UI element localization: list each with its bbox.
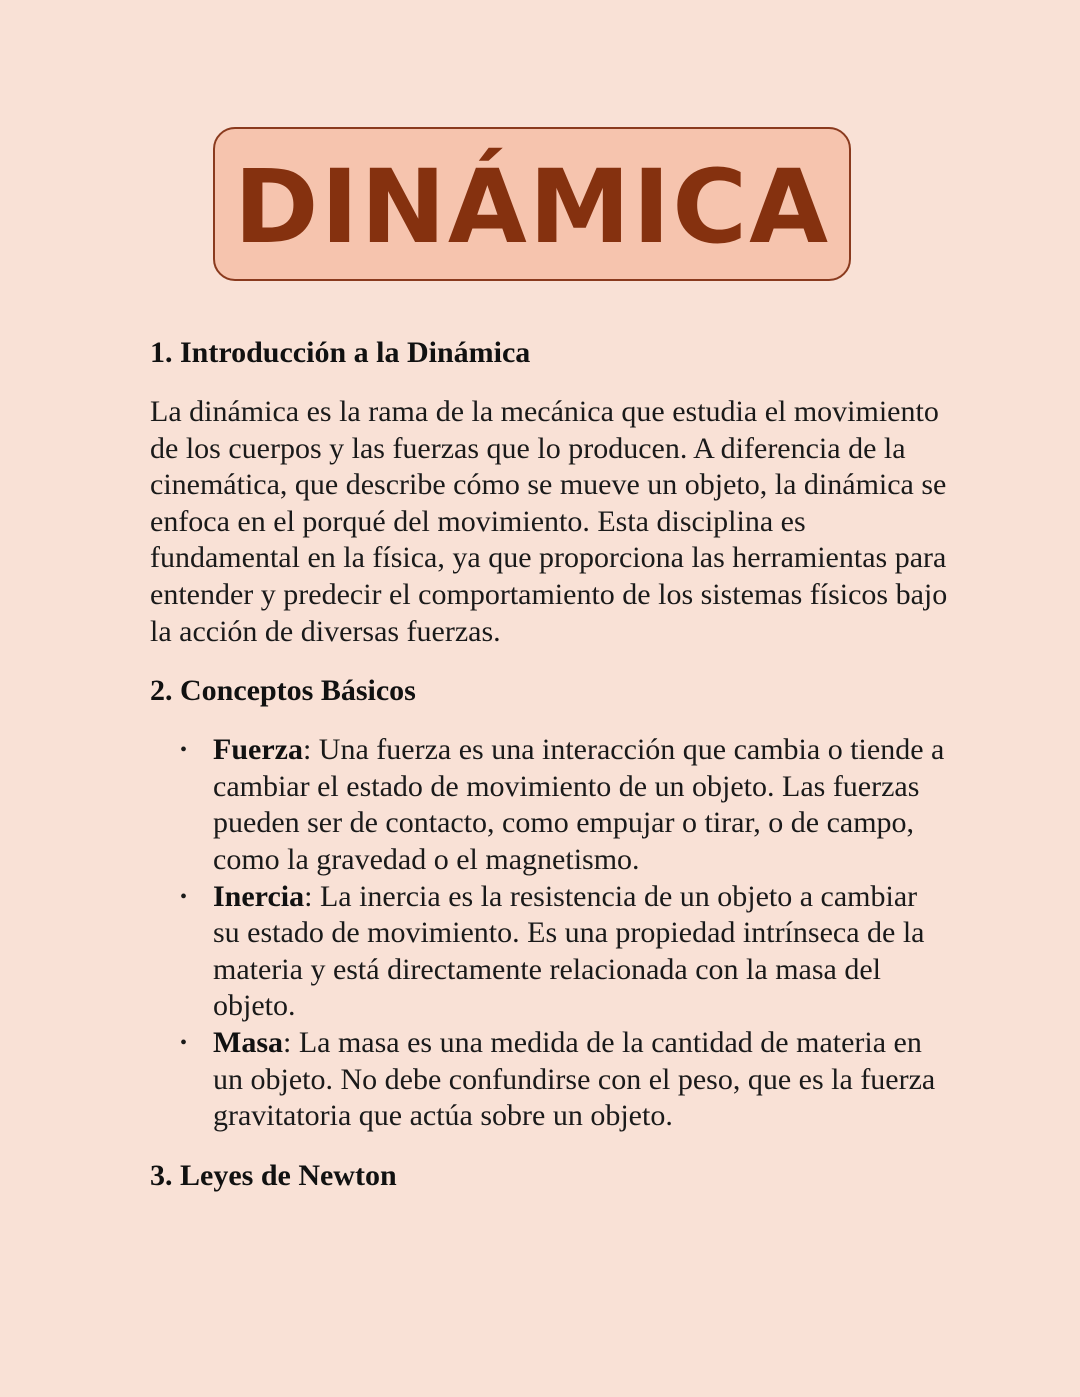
term-fuerza: Fuerza — [213, 733, 303, 767]
concepts-list — [150, 732, 950, 1135]
list-item-fuerza — [150, 732, 950, 878]
definition-inercia: : La inercia es la resistencia de un objeto a cambiar su estado de movimiento. Es una propiedad intrínseca de la materia y está directamente relacionada con la masa del objeto. — [213, 879, 925, 1023]
page-title: DINÁMICA — [233, 148, 831, 267]
bullet-icon: • — [180, 739, 188, 762]
document-body — [150, 334, 950, 1195]
definition-masa: : La masa es una medida de la cantidad de materia en un objeto. No debe confundirse con el peso, que es la fuerza gravitatoria que actúa sobre un objeto. — [213, 1025, 936, 1133]
bullet-icon: • — [180, 1031, 188, 1054]
list-item-inercia — [150, 879, 950, 1025]
section-heading-leyes-newton: 3. Leyes de Newton — [150, 1158, 397, 1192]
definition-fuerza: : Una fuerza es una interacción que cambia o tiende a cambiar el estado de movimiento de un objeto. Las fuerzas pueden ser de contacto, como empujar o tirar, o de campo, como la gravedad o el magnetismo. — [213, 733, 945, 876]
title-box — [213, 127, 851, 281]
section-heading-introduccion: 1. Introducción a la Dinámica — [150, 336, 531, 369]
bullet-icon: • — [180, 885, 188, 908]
term-inercia: Inercia — [213, 879, 305, 913]
list-item-masa — [150, 1025, 950, 1135]
section-heading-conceptos: 2. Conceptos Básicos — [150, 674, 416, 708]
term-masa: Masa — [213, 1025, 283, 1059]
intro-paragraph: La dinámica es la rama de la mecánica que estudia el movimiento de los cuerpos y las fuerzas que lo producen. A diferencia de la cinemática, que describe cómo se mueve un objeto, la dinámica se enfoca en el porqué del movimiento. Esta disciplina es fundamental en la física, ya que proporciona las herramientas para entender y predecir el comportamiento de los sistemas físicos bajo la acción de diversas fuerzas. — [150, 395, 948, 648]
